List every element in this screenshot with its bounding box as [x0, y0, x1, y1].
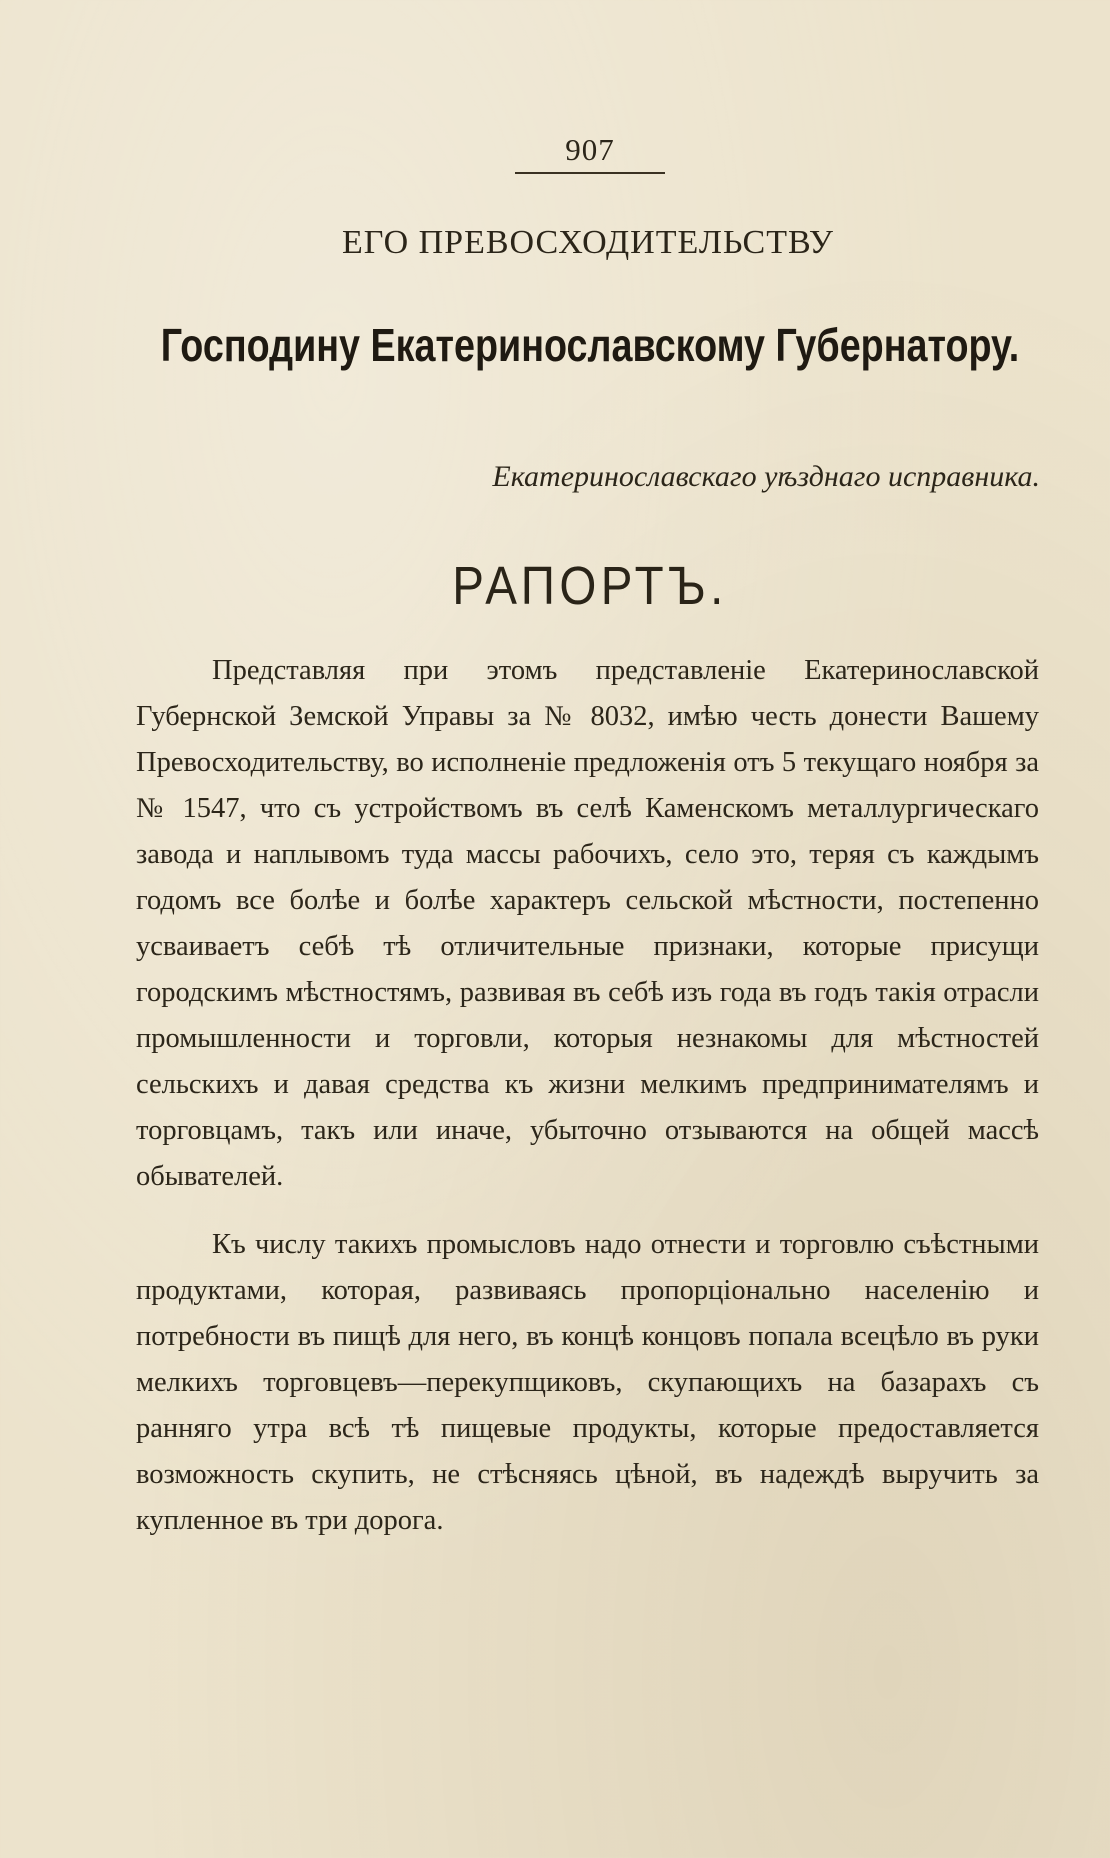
- addressee-name: Господину Екатеринославскому Губернатору.: [160, 319, 1020, 371]
- addressee-title: ЕГО ПРЕВОСХОДИТЕЛЬСТВУ: [341, 224, 834, 261]
- page-number-rule: [515, 172, 665, 174]
- paragraph: Представляя при этомъ представленіе Екатеринославской Губернской Земской Управы за № 8032, имѣю честь донести Вашему Превосходительству, во исполненіе предложенія отъ 5 текущаго ноября за № 1547, что съ устройствомъ въ селѣ Каменскомъ металлургическаго завода и наплывомъ туда массы рабочихъ, село это, теряя съ каждымъ годомъ все болѣе и болѣе характеръ сельской мѣстности, постепенно усваиваетъ себѣ тѣ отличительные признаки, которые присущи городскимъ мѣстностямъ, развивая въ себѣ изъ года въ годъ такія отрасли промышленности и торговли, которыя незнакомы для мѣстностей сельскихъ и давая средства къ жизни мелкимъ предпринимателямъ и торговцамъ, такъ или иначе, убыточно отзываются на общей массѣ обывателей.: [136, 655, 1039, 1192]
- paragraph: Къ числу такихъ промысловъ надо отнести и торговлю съѣстными продуктами, которая, развиваясь пропорціонально населенію и потребности въ пищѣ для него, въ концѣ концовъ попала всецѣло въ руки мелкихъ торговцевъ—перекупщиковъ, скупающихъ на базарахъ съ ранняго утра всѣ тѣ пищевые продукты, которые предоставляется возможность скупить, не стѣсняясь цѣной, въ надеждѣ выручить за купленное въ три дорога.: [136, 1229, 1039, 1536]
- body-text: [136, 648, 1039, 1544]
- page-number: 907: [565, 132, 615, 167]
- page-number-block: [515, 132, 665, 174]
- sender-line: Екатеринославскаго уѣзднаго исправника.: [492, 460, 1040, 493]
- document-type-heading: РАПОРТЪ.: [452, 556, 728, 616]
